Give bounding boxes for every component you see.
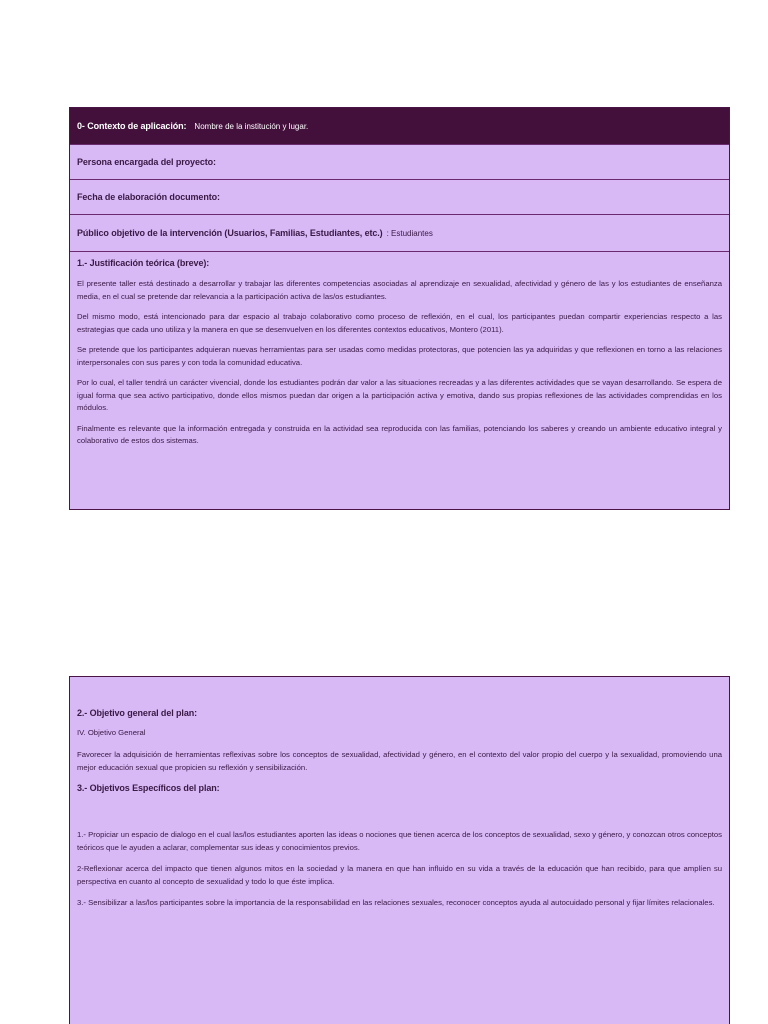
date-label: Fecha de elaboración documento:: [77, 192, 220, 202]
objectives-section: [70, 677, 729, 910]
person-row: [70, 145, 729, 180]
person-label: Persona encargada del proyecto:: [77, 157, 216, 167]
spacer: [77, 803, 722, 829]
specific-objective-item: 3.- Sensibilizar a las/los participantes sobre la importancia de la responsabilidad en las relaciones sexuales, reconocer conceptos ayuda al autocuidado personal y fijar límites relacionales.: [77, 898, 715, 907]
objectives-table: [69, 676, 730, 1024]
context-row: [70, 108, 729, 145]
justification-paragraph: El presente taller está destinado a desarrollar y trabajar las diferentes competencias asociadas al aprendizaje en sexualidad, afectividad y género de las y los estudiantes de enseñanza media, en el cual se pretende dar relevancia a la participación activa de las/os estudiantes.: [77, 279, 722, 301]
general-objective-text: Favorecer la adquisición de herramientas reflexivas sobre los conceptos de sexualidad, afectividad y género, en el contexto del valor propio del cuerpo y la sexualidad, promoviendo una mejor educación sexual que propicien su reflexión y sensibilización.: [77, 750, 722, 772]
justification-paragraph: Finalmente es relevante que la información entregada y construida en la actividad sea reproducida con las familias, potenciando los saberes y creando un ambiente educativo integral y colaborativo de estos dos sistemas.: [77, 423, 722, 445]
justification-section: [70, 252, 729, 448]
specific-objective-item: 1.- Propiciar un espacio de dialogo en el cual las/los estudiantes aporten las ideas o nociones que tienen acerca de los conceptos de sexualidad, sexo y género, y conozcan otros conceptos teóricos que le ayuden a aclarar, complementar sus ideas y conocimientos previos.: [77, 830, 722, 852]
specific-objectives-title: 3.- Objetivos Específicos del plan:: [77, 783, 220, 793]
justification-paragraph: Del mismo modo, está intencionado para dar espacio al trabajo colaborativo como proceso de reflexión, en el cual, los participantes puedan compartir experiencias respecto a las estrategias que cada uno utiliza y la manera en que se desenvuelven en los diferentes contextos educativos, Montero (2011).: [77, 312, 722, 334]
audience-label: Público objetivo de la intervención (Usuarios, Familias, Estudiantes, etc.): [77, 228, 383, 238]
context-value: Nombre de la institución y lugar.: [194, 121, 309, 131]
general-objective-title: 2.- Objetivo general del plan:: [77, 708, 198, 718]
audience-row: [70, 215, 729, 252]
date-row: [70, 180, 729, 215]
justification-paragraph: Se pretende que los participantes adquieran nuevas herramientas para ser usadas como medidas protectoras, que potencien las ya adquiridas y que reflexionen en torno a las relaciones interpersonales con sus pares y con toda la comunidad educativa.: [77, 345, 722, 367]
audience-value: : Estudiantes: [386, 228, 433, 238]
justification-title: 1.- Justificación teórica (breve):: [77, 258, 210, 268]
justification-paragraph: Por lo cual, el taller tendrá un carácter vivencial, donde los estudiantes podrán dar valor a las situaciones recreadas y a las diferentes actividades que se vayan desarrollando. Se espera de igual forma que sea activo participativo, donde ellos mismos puedan dar origen a la participación activa y emotiva, dando sus propias reflexiones de las actividades comprendidas en los módulos.: [77, 378, 722, 412]
specific-objective-item: 2-Reflexionar acerca del impacto que tienen algunos mitos en la sociedad y la manera en que han influido en su vida a través de la educación que han recibido, para que amplíen su perspectiva en cuanto al concepto de sexualidad y todo lo que éste implica.: [77, 864, 722, 886]
general-objective-subtitle: IV. Objetivo General: [77, 728, 146, 737]
context-table: [69, 107, 730, 510]
context-label: 0- Contexto de aplicación:: [77, 121, 187, 131]
